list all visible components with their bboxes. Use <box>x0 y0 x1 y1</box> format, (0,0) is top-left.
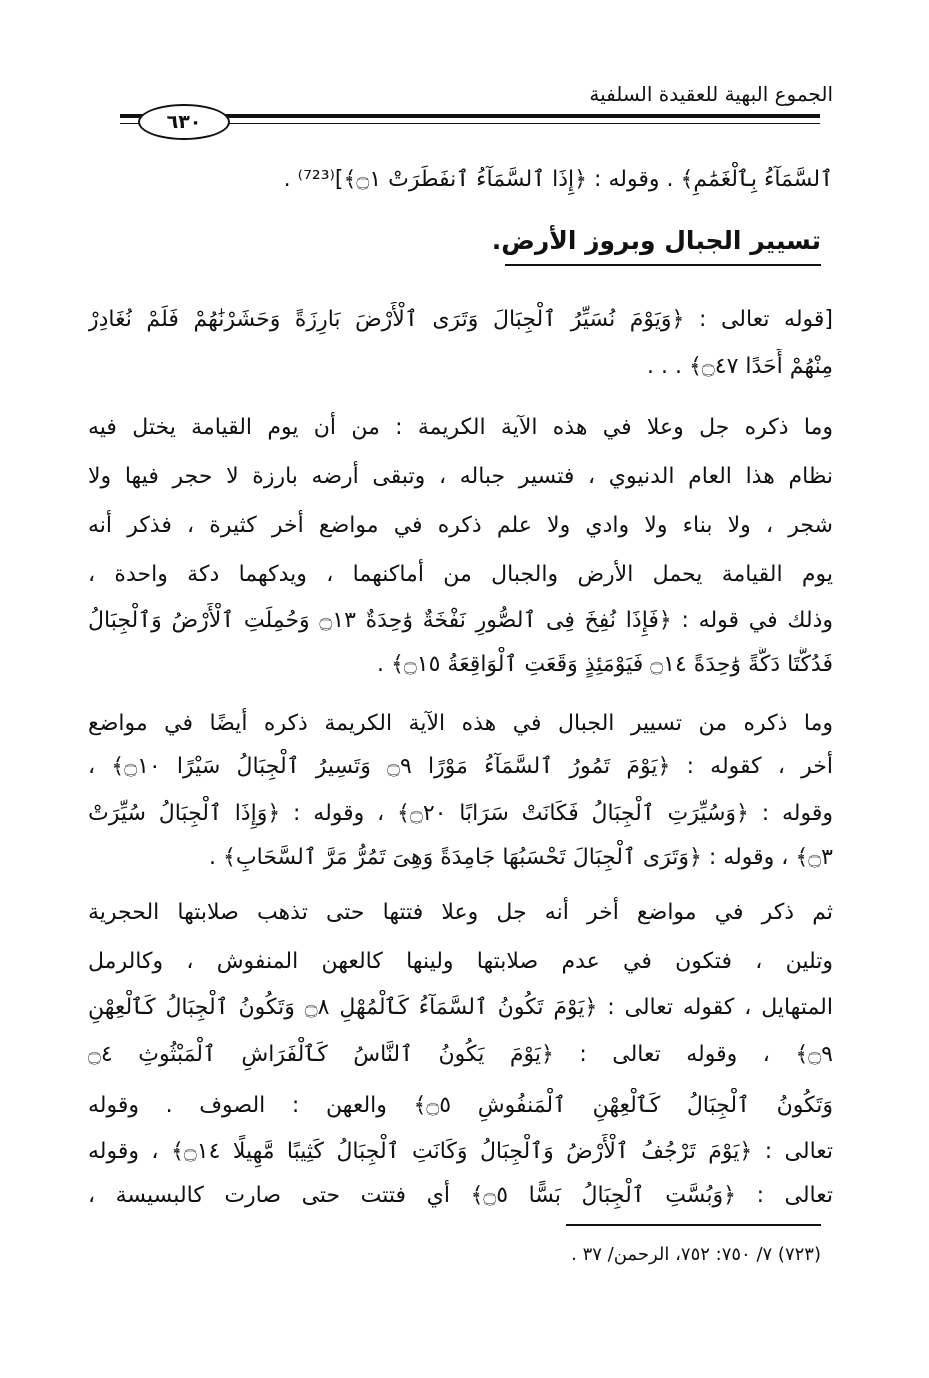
text-line-20: تعالى : ﴿وَبُسَّتِ ٱلْجِبَالُ بَسًّا ۝٥﴾ أي فتتت حتى صارت كالبسيسة ، <box>88 1183 833 1208</box>
text-line-19: تعالى : ﴿يَوْمَ تَرْجُفُ ٱلْأَرْضُ وَٱلْجِبَالُ وَكَانَتِ ٱلْجِبَالُ كَثِيبًا مَّهِيلًا ۝١٤﴾ ، وقوله <box>88 1139 833 1164</box>
text-line-2: [قوله تعالى : ﴿وَيَوْمَ نُسَيِّرُ ٱلْجِبَالَ وَتَرَى ٱلْأَرْضَ بَارِزَةً وَحَشَرْنَٰهُمْ فَلَمْ نُغَادِرْ <box>88 307 833 332</box>
footnote-rule <box>566 1224 821 1226</box>
text-line-16: المتهايل ، كقوله تعالى : ﴿يَوْمَ تَكُونُ ٱلسَّمَآءُ كَٱلْمُهْلِ ۝٨ وَتَكُونُ ٱلْجِبَالُ كَٱلْعِهْنِ <box>88 995 833 1020</box>
text-line-18: وَتَكُونُ ٱلْجِبَالُ كَٱلْعِهْنِ ٱلْمَنفُوشِ ۝٥﴾ والعهن : الصوف . وقوله <box>88 1093 833 1118</box>
text-line-11: أخر ، كقوله : ﴿يَوْمَ تَمُورُ ٱلسَّمَآءُ مَوْرًا ۝٩ وَتَسِيرُ ٱلْجِبَالُ سَيْرًا ۝١٠﴾ ، <box>88 754 833 779</box>
text-line-8: وذلك في قوله : ﴿فَإِذَا نُفِخَ فِى ٱلصُّورِ نَفْخَةٌ وَٰحِدَةٌ ۝١٣ وَحُمِلَتِ ٱلْأَرْضُ وَٱلْجِبَالُ <box>88 608 833 633</box>
footnote: (٧٢٣) ٧/ ٧٥٠: ٧٥٢، الرحمن/ ٣٧ . <box>571 1244 821 1265</box>
text-line-13: ۝٣﴾ ، وقوله : ﴿وَتَرَى ٱلْجِبَالَ تَحْسَبُهَا جَامِدَةً وَهِىَ تَمُرُّ مَرَّ ٱلسَّحَابِ﴾ . <box>209 845 833 870</box>
section-heading: تسيير الجبال وبروز الأرض. <box>491 226 821 255</box>
text-line-1: ٱلسَّمَآءُ بِٱلْغَمَٰمِ﴾ . وقوله : ﴿إِذَا ٱلسَّمَآءُ ٱنفَطَرَتْ ۝١﴾]⁽⁷²³⁾ . <box>283 167 833 192</box>
text-line-3: مِنْهُمْ أَحَدًا ۝٤٧﴾ . . . <box>647 354 833 379</box>
text-line-17: ۝٩﴾ ، وقوله تعالى : ﴿يَوْمَ يَكُونُ ٱلنَّاسُ كَٱلْفَرَاشِ ٱلْمَبْثُوثِ ۝٤ <box>88 1042 833 1067</box>
text-line-15: وتلين ، فتكون في عدم صلابتها ولينها كالعهن المنفوش ، وكالرمل <box>88 949 833 974</box>
text-line-14: ثم ذكر في مواضع أخر أنه جل وعلا فتتها حتى تذهب صلابتها الحجرية <box>88 900 833 925</box>
text-line-5: نظام هذا العام الدنيوي ، فتسير جباله ، وتبقى أرضه بارزة لا حجر فيها ولا <box>88 464 833 489</box>
page-number: ٦٣٠ <box>138 104 230 140</box>
heading-underline <box>505 264 821 266</box>
text-line-4: وما ذكره جل وعلا في هذه الآية الكريمة : من أن يوم القيامة يختل فيه <box>88 415 833 440</box>
text-line-7: يوم القيامة يحمل الأرض والجبال من أماكنهما ، ويدكهما دكة واحدة ، <box>88 562 833 587</box>
text-line-12: وقوله : ﴿وَسُيِّرَتِ ٱلْجِبَالُ فَكَانَتْ سَرَابًا ۝٢٠﴾ ، وقوله : ﴿وَإِذَا ٱلْجِبَالُ سُيِّرَتْ <box>88 801 833 826</box>
running-title: الجموع البهية للعقيدة السلفية <box>589 82 833 106</box>
text-line-6: شجر ، ولا بناء ولا وادي ولا علم ذكره في مواضع أخر كثيرة ، فذكر أنه <box>88 513 833 538</box>
text-line-10: وما ذكره من تسيير الجبال في هذه الآية الكريمة ذكره أيضًا في مواضع <box>88 711 833 736</box>
text-line-9: فَدُكَّتَا دَكَّةً وَٰحِدَةً ۝١٤ فَيَوْمَئِذٍ وَقَعَتِ ٱلْوَاقِعَةُ ۝١٥﴾ . <box>376 652 833 677</box>
